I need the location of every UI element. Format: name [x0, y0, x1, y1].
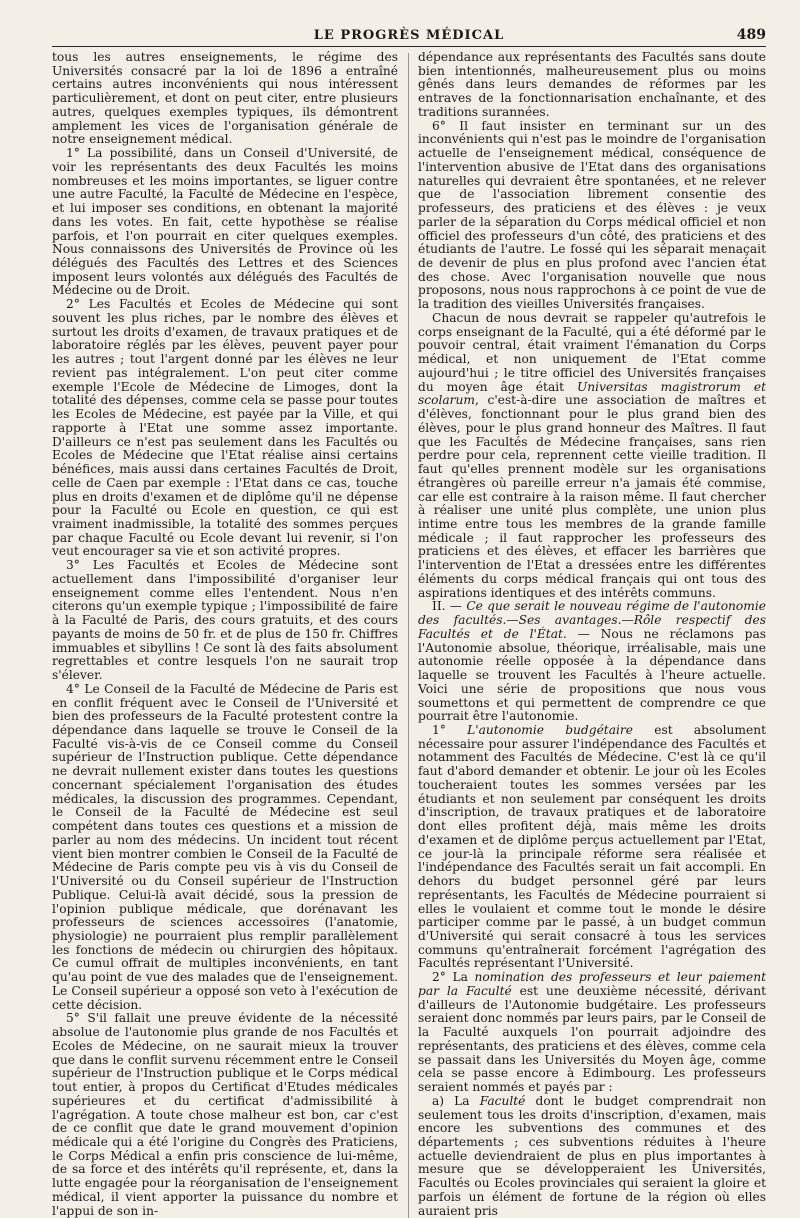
page-header — [52, 26, 766, 47]
paragraph: Chacun de nous devrait se rappeler qu'autrefois le corps enseignant de la Faculté, qui a été déformé par le pouvoir central, était vraiment l'émanation du Corps médical, et non uniquement de l'Etat comme aujourd'hui ; le titre officiel des Universités françaises du moyen âge était Universitas magistrorum et scolarum, c'est-à-dire une association de maîtres et d'élèves, fonctionnant pour le plus grand bien des élèves, pour le plus grand honneur des Maîtres. Il faut que les Facultés de Médecine françaises, sans rien perdre pour cela, reprennent cette vieille tradition. Il faut qu'elles prennent modèle sur les organisations étrangères où pareille erreur n'a jamais été commise, car elle est contraire à la raison même. Il faut chercher à réaliser une unité plus complète, une union plus intime entre tous les membres de la grande famille médicale ; il faut rapprocher les professeurs des praticiens et des élèves, et effacer les barrières que l'intervention de l'Etat a dressées entre les différentes éléments du corps médical français qui ont tous des aspirations identiques et des intérêts communs. — [418, 310, 766, 600]
column-rule — [408, 53, 409, 1218]
paragraph: 6° Il faut insister en terminant sur un des inconvénients qui n'est pas le moindre de l'organisation actuelle de l'enseignement médical, conséquence de l'intervention abusive de l'Etat dans des organisations naturelles qui devraient être spontanées, et ne relever que de l'association librement consentie des professeurs, des praticiens et des élèves : je veux parler de la séparation du Corps médical officiel et non officiel des professeurs d'un côté, des praticiens et des étudiants de l'autre. Le fossé qui les séparait menaçait de devenir de plus en plus profond avec l'ancien état des chose. Avec l'organisation nouvelle que nous proposons, nous nous rapprochons à ce point de vue de la tradition des vieilles Universités françaises. — [418, 118, 766, 312]
paragraph: tous les autres enseignements, le régime des Universités consacré par la loi de 1896 a entraîné certains autres inconvénients qui nous intéressent particulièrement, et dont on peut citer, entre plusieurs autres, quelques exemples typiques, ils démontrent amplement les vices de l'organisation générale de notre enseignement médical. — [52, 50, 398, 147]
paragraph: 1° L'autonomie budgétaire est absolument nécessaire pour assurer l'indépendance des Facultés et notamment des Facultés de Médecine. C'est là ce qu'il faut d'abord demander et obtenir. Le jour où les Ecoles toucheraient toutes les sommes versées par les étudiants et non seulement par conséquent les droits d'inscription, de travaux pratiques et de laboratoire dont elles profitent déjà, mais même les droits d'examen et de diplôme perçus actuellement par l'Etat, ce jour-là la principale réforme sera réalisée et l'indépendance des Facultés serait un fait accompli. En dehors du budget personnel géré par leurs représentants, les Facultés de Médecine pourraient si elles le voulaient et comme tout le monde le désire participer comme par le passé, à un budget commun d'Université qui serait consacré à tous les services communs qu'entraînerait forcément l'agrégation des Facultés représentant l'Université. — [418, 722, 766, 971]
paragraph: 2° Les Facultés et Ecoles de Médecine qui sont souvent les plus riches, par le nombre des élèves et surtout les droits d'examen, de travaux pratiques et de laboratoire réglés par les élèves, peuvent payer pour les autres ; tout l'argent donné par les élèves ne leur revient pas intégralement. L'on peut citer comme exemple l'Ecole de Médecine de Limoges, dont la totalité des dépenses, comme cela se passe pour toutes les Ecoles de Médecine, est payée par la Ville, et qui rapporte à l'Etat une somme assez importante. D'ailleurs ce n'est pas seulement dans les Facultés ou Ecoles de Médecine que l'Etat réalise ainsi certains bénéfices, mais aussi dans certaines Facultés de Droit, celle de Caen par exemple : l'Etat dans ce cas, touche plus en droits d'examen et de diplôme qu'il ne dépense pour la Faculté ou Ecole en question, ce qui est vraiment inadmissible, la totalité des sommes perçues par chaque Faculté ou Ecole devant lui revenir, si l'on veut encourager sa vie et son activité propres. — [52, 297, 398, 559]
paragraph: 2° La nomination des professeurs et leur paiement par la Faculté est une deuxième nécessité, dérivant d'ailleurs de l'Autonomie budgétaire. Les professeurs seraient donc nommés par leurs pairs, par le Conseil de la Faculté auxquels l'on pourrait adjoindre des représentants, des praticiens et des élèves, comme cela se passait dans les Universités du Moyen âge, comme cela se passe encore à Edimbourg. Les professeurs seraient nommés et payés par : — [418, 970, 766, 1095]
paragraph: II. — Ce que serait le nouveau régime de l'autonomie des facultés.—Ses avantages.—Rôle respectif des Facultés et de l'État. — Nous ne réclamons pas l'Autonomie absolue, théorique, irréalisable, mais une autonomie réelle opposée à la dépendance dans laquelle se trouvent les Facultés à l'heure actuelle. Voici une série de propositions que nous vous soumettons et qui permettent de comprendre ce que pourrait être l'autonomie. — [418, 599, 767, 724]
paragraph: 3° Les Facultés et Ecoles de Médecine sont actuellement dans l'impossibilité d'organiser leur enseignement comme elles l'entendent. Nous n'en citerons qu'un exemple typique ; l'impossibilité de faire à la Faculté de Paris, des cours gratuits, et des cours payants de moins de 50 fr. et de plus de 150 fr. Chiffres immuables et sibyllins ! Ce sont là des faits absolument regrettables et contre lesquels l'on ne saurait trop s'élever. — [52, 558, 398, 683]
running-title: LE PROGRÈS MÉDICAL — [313, 28, 505, 43]
paragraph: 5° S'il fallait une preuve évidente de la nécessité absolue de l'autonomie plus grande de nos Facultés et Ecoles de Médecine, on ne saurait mieux la trouver que dans le conflit survenu récemment entre le Conseil supérieur de l'Instruction publique et le Corps médical tout entier, à propos du Certificat d'Etudes médicales supérieures et du certificat d'admissibilité à l'agrégation. A toute chose malheur est bon, car c'est de ce conflit que date le grand mouvement d'opinion médicale qui a été l'origine du Congrès des Praticiens, le Corps Médical a enfin pris conscience de lui-même, de sa force et des intérêts qu'il représente, et, dans la lutte engagée pour la réorganisation de l'enseignement médical, il vient apporter la puissance du nombre et l'appui de son in- — [52, 1011, 398, 1218]
two-column-body — [52, 51, 766, 1218]
right-column — [418, 51, 766, 1218]
page-number: 489 — [736, 27, 766, 43]
left-column — [52, 51, 398, 1218]
paragraph: a) La Faculté dont le budget comprendrait non seulement tous les droits d'inscription, d'examen, mais encore les subventions des communes et des départements ; ces subventions réduites à l'heure actuelle deviendraient de plus en plus importantes à mesure que se développeraient les Universités, Facultés ou Ecoles provinciales qui seraient la gloire et parfois un élément de fortune de la région où elles auraient pris — [418, 1093, 767, 1218]
paragraph: 1° La possibilité, dans un Conseil d'Université, de voir les représentants des deux Facultés les moins nombreuses et les moins importantes, se liguer contre une autre Faculté, la Faculté de Médecine en l'espèce, et lui imposer ses conditions, en obtenant la majorité dans les votes. En fait, cette hypothèse se réalise parfois, et l'on pourrait en citer quelques exemples. Nous connaissons des Universités de Province où les délégués des Facultés des Lettres et des Sciences imposent leurs volontés aux délégués des Facultés de Médecine ou de Droit. — [52, 146, 398, 298]
paragraph: dépendance aux représentants des Facultés sans doute bien intentionnés, malheureusement plus ou moins gênés dans leurs demandes de réformes par les entraves de la fonctionnarisation enchaînante, et des traditions surannées. — [418, 50, 766, 119]
paragraph: 4° Le Conseil de la Faculté de Médecine de Paris est en conflit fréquent avec le Conseil de l'Université et bien des professeurs de la Faculté protestent contre la dépendance dans laquelle se trouve le Conseil de la Faculté vis-à-vis de ce Conseil comme du Conseil supérieur de l'Instruction publique. Cette dépendance ne devrait nullement exister dans toutes les questions concernant spécialement l'organisation des études médicales, la discussion des programmes. Cependant, le Conseil de la Faculté de Médecine est seul compétent dans toutes ces questions et a mission de parler au nom des médecins. Un incident tout récent vient bien montrer combien le Conseil de la Faculté de Médecine de Paris compte peu vis à vis du Conseil de l'Université ou du Conseil supérieur de l'Instruction Publique. Celui-là avait décidé, sous la pression de l'opinion publique médicale, que dorénavant les professeurs de sciences accessoires (l'anatomie, physiologie) ne pourraient plus remplir parallèlement les fonctions de médecin ou chirurgien des hôpitaux. Ce cumul offrait de multiples inconvénients, en tant qu'au point de vue des malades que de l'enseignement. Le Conseil supérieur a opposé son veto à l'exécution de cette décision. — [52, 681, 398, 1012]
